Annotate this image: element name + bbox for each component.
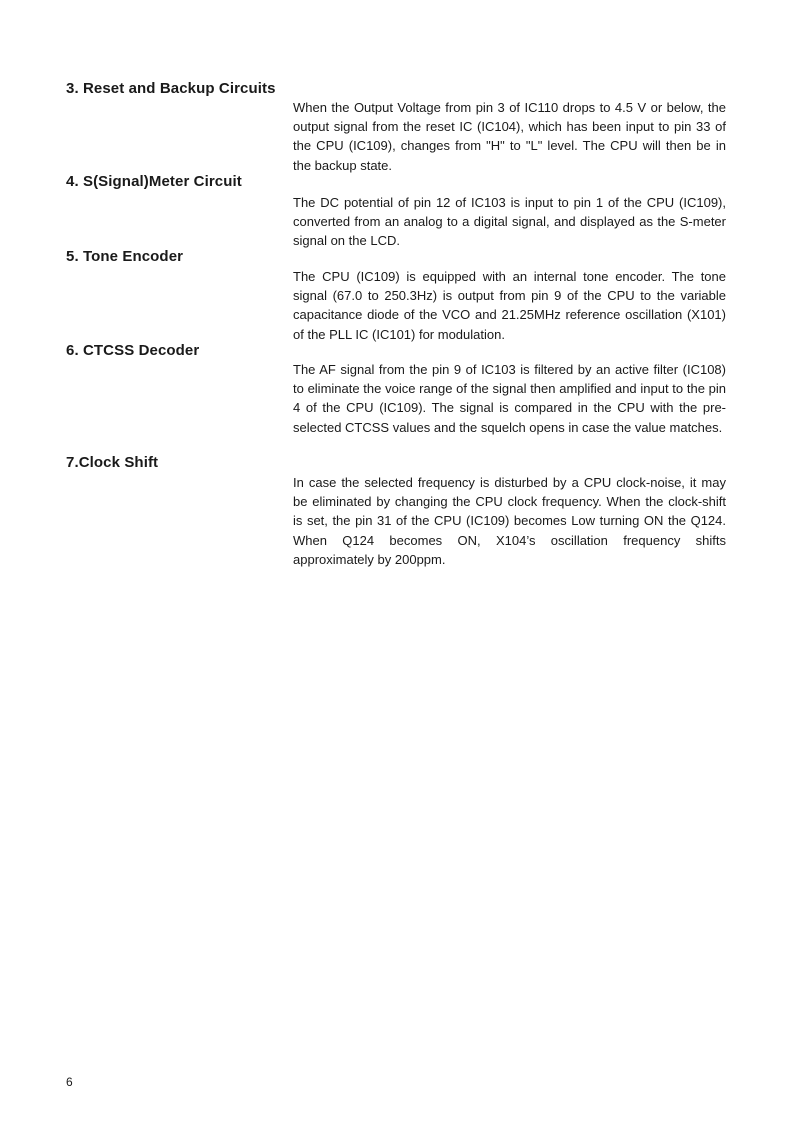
paragraph-tone-encoder: The CPU (IC109) is equipped with an internal tone encoder. The tone signal (67.0 to 250.3Hz) is output from pin 9 of the CPU to the variable capacitance diode of the VCO and 21.25MHz reference oscillation (X101) of the PLL IC (IC101) for modulation.	[293, 269, 726, 342]
heading-reset-backup-circuits: 3. Reset and Backup Circuits	[66, 80, 276, 97]
paragraph-clock-shift: In case the selected frequency is disturbed by a CPU clock-noise, it may be eliminated by changing the CPU clock frequency. When the clock-shift is set, the pin 31 of the CPU (IC109) becomes Low turning ON the Q124. When Q124 becomes ON, X104’s oscillation frequency shifts approximately by 200ppm.	[293, 475, 726, 567]
page-number: 6	[66, 1075, 73, 1089]
heading-s-meter-circuit: 4. S(Signal)Meter Circuit	[66, 173, 242, 190]
paragraph-s-meter-circuit: The DC potential of pin 12 of IC103 is input to pin 1 of the CPU (IC109), converted from an analog to a digital signal, and displayed as the S-meter signal on the LCD.	[293, 195, 726, 249]
heading-ctcss-decoder: 6. CTCSS Decoder	[66, 342, 200, 359]
heading-clock-shift: 7.Clock Shift	[66, 454, 159, 471]
paragraph-reset-backup-circuits: When the Output Voltage from pin 3 of IC110 drops to 4.5 V or below, the output signal from the reset IC (IC104), which has been input to pin 33 of the CPU (IC109), changes from "H" to "L" level. The CPU will then be in the backup state.	[293, 100, 726, 173]
heading-tone-encoder: 5. Tone Encoder	[66, 248, 184, 265]
paragraph-ctcss-decoder: The AF signal from the pin 9 of IC103 is filtered by an active filter (IC108) to eliminate the voice range of the signal then amplified and input to the pin 4 of the CPU (IC109). The signal is compared in the CPU with the pre-selected CTCSS values and the squelch opens in case the value matches.	[293, 362, 726, 435]
